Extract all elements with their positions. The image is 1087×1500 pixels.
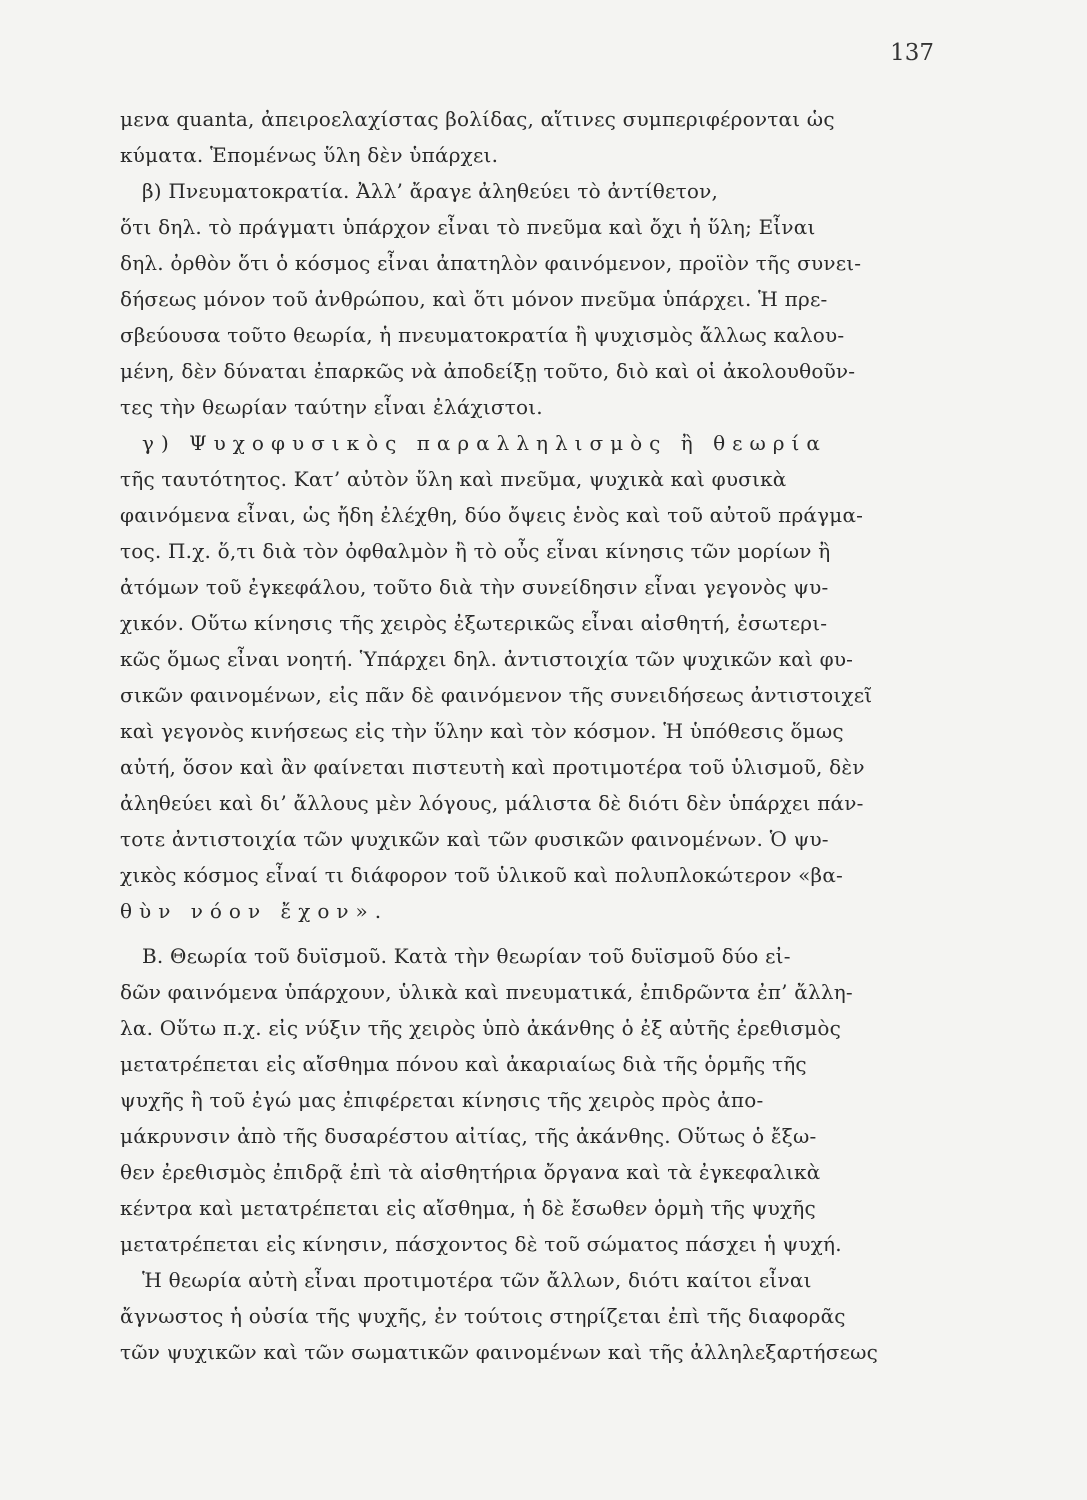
text-line: τῆς ταυτότητος. Κατ’ αὐτὸν ὕλη καὶ πνεῦμα, ψυχικὰ καὶ φυσικὰ [120,467,787,491]
text-line: ἄγνωστος ἡ οὐσία τῆς ψυχῆς, ἐν τούτοις στηρίζεται ἐπὶ τῆς διαφορᾶς [120,1304,846,1328]
text-line: φαινόμενα εἶναι, ὡς ἤδη ἐλέχθη, δύο ὄψεις ἑνὸς καὶ τοῦ αὐτοῦ πράγμα- [120,503,864,527]
text-line: καὶ γεγονὸς κινήσεως εἰς τὴν ὕλην καὶ τὸν κόσμον. Ἡ ὑπόθεσις ὅμως [120,719,844,743]
text-line: δηλ. ὀρθὸν ὅτι ὁ κόσμος εἶναι ἀπατηλὸν φαινόμενον, προϊὸν τῆς συνει- [120,251,862,275]
text-line: ψυχῆς ἢ τοῦ ἐγώ μας ἐπιφέρεται κίνησις τῆς χειρὸς πρὸς ἀπο- [120,1088,764,1112]
text-line: αὐτή, ὅσον καὶ ἂν φαίνεται πιστευτὴ καὶ προτιμοτέρα τοῦ ὑλισμοῦ, δὲν [120,755,865,779]
section-heading-line: Β. Θεωρία τοῦ δυϊσμοῦ. Κατὰ τὴν θεωρίαν τοῦ δυϊσμοῦ δύο εἰ- [142,944,791,968]
text-line: δῶν φαινόμενα ὑπάρχουν, ὑλικὰ καὶ πνευματικά, ἐπιδρῶντα ἐπ’ ἄλλη- [120,980,853,1004]
text-line: μάκρυνσιν ἀπὸ τῆς δυσαρέστου αἰτίας, τῆς ἀκάνθης. Οὕτως ὁ ἔξω- [120,1124,817,1148]
text-line: σβεύουσα τοῦτο θεωρία, ἡ πνευματοκρατία ἢ ψυχισμὸς ἄλλως καλου- [120,323,845,347]
text-line: ἀτόμων τοῦ ἐγκεφάλου, τοῦτο διὰ τὴν συνείδησιν εἶναι γεγονὸς ψυ- [120,575,829,599]
page-number: 137 [890,40,934,66]
text-line: ὅτι δηλ. τὸ πράγματι ὑπάρχον εἶναι τὸ πνεῦμα καὶ ὄχι ἡ ὕλη; Εἶναι [120,215,816,239]
text-line: κύματα. Ἑπομένως ὕλη δὲν ὑπάρχει. [120,143,499,167]
text-line: τῶν ψυχικῶν καὶ τῶν σωματικῶν φαινομένων καὶ τῆς ἀλληλεξαρτήσεως [120,1340,879,1364]
text-line: τες τὴν θεωρίαν ταύτην εἶναι ἐλάχιστοι. [120,395,543,419]
text-line: κέντρα καὶ μετατρέπεται εἰς αἴσθημα, ἡ δὲ ἔσωθεν ὁρμὴ τῆς ψυχῆς [120,1196,816,1220]
text-line: ἀληθεύει καὶ δι’ ἄλλους μὲν λόγους, μάλιστα δὲ διότι δὲν ὑπάρχει πάν- [120,791,864,815]
text-line: θεν ἐρεθισμὸς ἐπιδρᾷ ἐπὶ τὰ αἰσθητήρια ὄργανα καὶ τὰ ἐγκεφαλικὰ [120,1160,821,1184]
text-line: μετατρέπεται εἰς κίνησιν, πάσχοντος δὲ τοῦ σώματος πάσχει ἡ ψυχή. [120,1232,842,1256]
text-line: μενα quanta, ἀπειροελαχίστας βολίδας, αἵτινες συμπεριφέρονται ὡς [120,107,835,131]
text-line: κῶς ὅμως εἶναι νοητή. Ὑπάρχει δηλ. ἀντιστοιχία τῶν ψυχικῶν καὶ φυ- [120,647,854,671]
text-line: χικὸς κόσμος εἶναί τι διάφορον τοῦ ὑλικοῦ καὶ πολυπλοκώτερον «βα- [120,863,843,887]
text-line: θὺν νόον ἔχον». [120,899,389,923]
text-line: μένη, δὲν δύναται ἐπαρκῶς νὰ ἀποδείξῃ τοῦτο, διὸ καὶ οἱ ἀκολουθοῦν- [120,359,856,383]
text-line: Ἡ θεωρία αὐτὴ εἶναι προτιμοτέρα τῶν ἄλλων, διότι καίτοι εἶναι [142,1268,812,1292]
text-line: χικόν. Οὕτω κίνησις τῆς χειρὸς ἐξωτερικῶς εἶναι αἰσθητή, ἐσωτερι- [120,611,828,635]
text-line: τος. Π.χ. ὅ,τι διὰ τὸν ὀφθαλμὸν ἢ τὸ οὖς εἶναι κίνησις τῶν μορίων ἢ [120,539,831,563]
text-line: σικῶν φαινομένων, εἰς πᾶν δὲ φαινόμενον τῆς συνειδήσεως ἀντιστοιχεῖ [120,683,873,707]
text-line: δήσεως μόνον τοῦ ἀνθρώπου, καὶ ὅτι μόνον πνεῦμα ὑπάρχει. Ἡ πρε- [120,287,828,311]
text-line: τοτε ἀντιστοιχία τῶν ψυχικῶν καὶ τῶν φυσικῶν φαινομένων. Ὁ ψυ- [120,827,829,851]
text-line: μετατρέπεται εἰς αἴσθημα πόνου καὶ ἀκαριαίως διὰ τῆς ὁρμῆς τῆς [120,1052,807,1076]
text-line: λα. Οὕτω π.χ. εἰς νύξιν τῆς χειρὸς ὑπὸ ἀκάνθης ὁ ἐξ αὐτῆς ἐρεθισμὸς [120,1016,842,1040]
section-heading-line: β) Πνευματοκρατία. Ἀλλ’ ἄραγε ἀληθεύει τὸ ἀντίθετον, [142,179,719,203]
section-heading-line: γ) Ψυχοφυσικὸς παραλληλισμὸς ἢ θεωρία [142,431,827,455]
